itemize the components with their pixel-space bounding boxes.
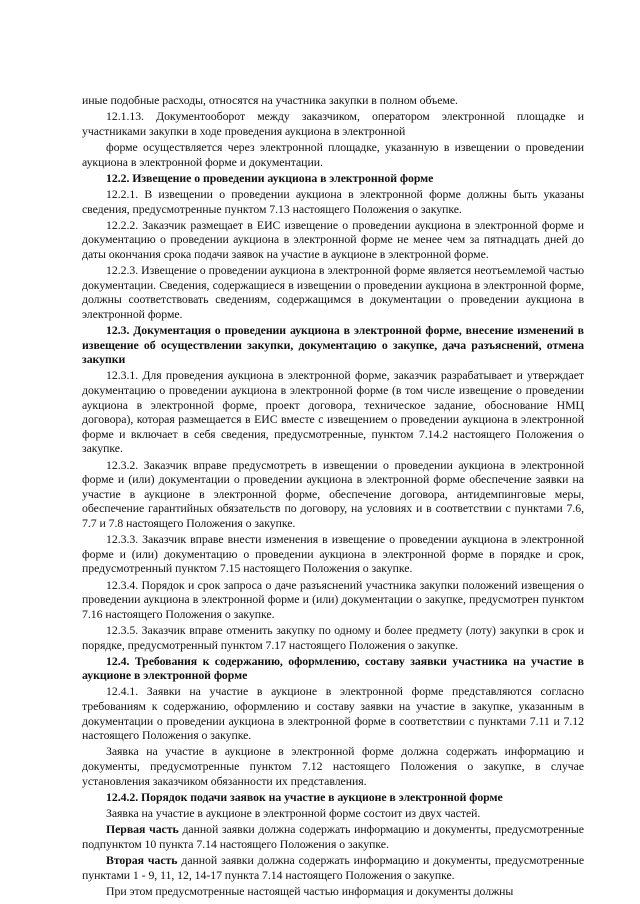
paragraph: Заявка на участие в аукционе в электронной форме состоит из двух частей. [106,806,481,820]
paragraph: 12.3.1. Для проведения аукциона в электронной форме, заказчик разрабатывает и утверждает документацию о проведении аукциона в электронной форме (в том числе извещение о проведении аукциона в электронной форме, проект договора, техническое задание, обоснование НМЦ договора), которая размещается в ЕИС вместе с извещением о проведении аукциона в электронной форме и включает в себя сведения, предусмотренные, пунктом 7.14.2 настоящего Положения о закупке. [82,368,584,456]
paragraph: Заявка на участие в аукционе в электронной форме должна содержать информацию и документы, предусмотренные пунктом 7.12 настоящего Положения о закупке, в случае установления заказчиком обязанности их представления. [82,744,584,788]
paragraph: 12.3.5. Заказчик вправе отменить закупку по одному и более предмету (лоту) закупки в срок и порядке, предусмотренный пунктом 7.17 настоящего Положения о закупке. [82,622,584,652]
paragraph: форме осуществляется через электронной площадке, указанную в извещении о проведении аукциона в электронной форме и документации. [82,139,584,169]
paragraph: 12.3.4. Порядок и срок запроса о даче разъяснений участника закупки положений извещения о проведении аукциона в электронной форме и (или) документации о закупке, предусмотрен пунктом 7.16 настоящего Положения о закупке. [82,577,584,621]
paragraph: 12.2.2. Заказчик размещает в ЕИС извещение о проведении аукциона в электронной форме и документацию о проведении аукциона в электронной форме не менее чем за пятнадцать дней до даты окончания срока подачи заявок на участие в аукционе в электронной форме. [82,217,584,261]
paragraph [82,822,584,851]
lead-term: Вторая часть [106,852,178,867]
paragraph: При этом предусмотренные настоящей частью информация и документы должны [106,883,514,898]
paragraph [82,853,584,882]
lead-term: Первая часть [106,822,179,837]
paragraph: 12.3.2. Заказчик вправе предусмотреть в извещении о проведении аукциона в электронной форме и (или) документации о проведении аукциона в электронной форме обеспечение заявки на участие в аукционе в электронной форме, обеспечение договора, антидемпинговые меры, обеспечение гарантийных обязательств по договору, на условиях и в соответствии с пунктами 7.6, 7.7 и 7.8 настоящего Положения о закупке. [82,457,584,530]
document-body [82,93,584,898]
paragraph: 12.2.1. В извещении о проведении аукциона в электронной форме должны быть указаны сведения, предусмотренные пунктом 7.13 настоящего Положения о закупке. [82,186,584,216]
paragraph-text: данной заявки должна содержать информацию и документы, предусмотренные подпунктом 10 пункта 7.14 настоящего Положения о закупке. [82,822,584,851]
paragraph: 12.4.1. Заявки на участие в аукционе в электронной форме представляются согласно требованиям к содержанию, оформлению и составу заявки на участие в закупке, указанным в документации о проведении аукциона в электронной форме в соответствии с пунктами 7.11 и 7.12 настоящего Положения о закупке. [82,684,584,743]
section-heading: 12.2. Извещение о проведении аукциона в электронной форме [106,170,434,185]
paragraph: 12.2.3. Извещение о проведении аукциона в электронной форме является неотъемлемой частью документации. Сведения, содержащиеся в извещении о проведении аукциона в электронной форме, должны соответствовать сведениям, содержащимся в документации о проведении аукциона в электронной форме. [82,263,584,321]
section-heading: 12.4. Требования к содержанию, оформлению, составу заявки участника на участие в аукционе в электронной форме [82,653,584,683]
paragraph: 12.3.3. Заказчик вправе внести изменения в извещение о проведении аукциона в электронной форме и (или) документацию о проведении аукциона в электронной форме в порядке и срок, предусмотренный пунктом 7.15 настоящего Положения о закупке. [82,532,584,576]
paragraph: 12.1.13. Документооборот между заказчиком, оператором электронной площадке и участниками закупки в ходе проведения аукциона в электронной [82,109,584,138]
paragraph-text: данной заявки должна содержать информацию и документы, предусмотренные пунктами 1 - 9, 11, 12, 14-17 пункта 7.14 настоящего Положения о закупке. [82,852,584,882]
section-heading: 12.4.2. Порядок подачи заявок на участие в аукционе в электронной форме [106,789,503,804]
section-heading: 12.3. Документация о проведении аукциона в электронной форме, внесение изменений в извещение об осуществлении закупки, документацию о закупке, дача разъяснений, отмена закупки [82,323,584,367]
paragraph: иные подобные расходы, относятся на участника закупки в полном объеме. [82,93,458,107]
